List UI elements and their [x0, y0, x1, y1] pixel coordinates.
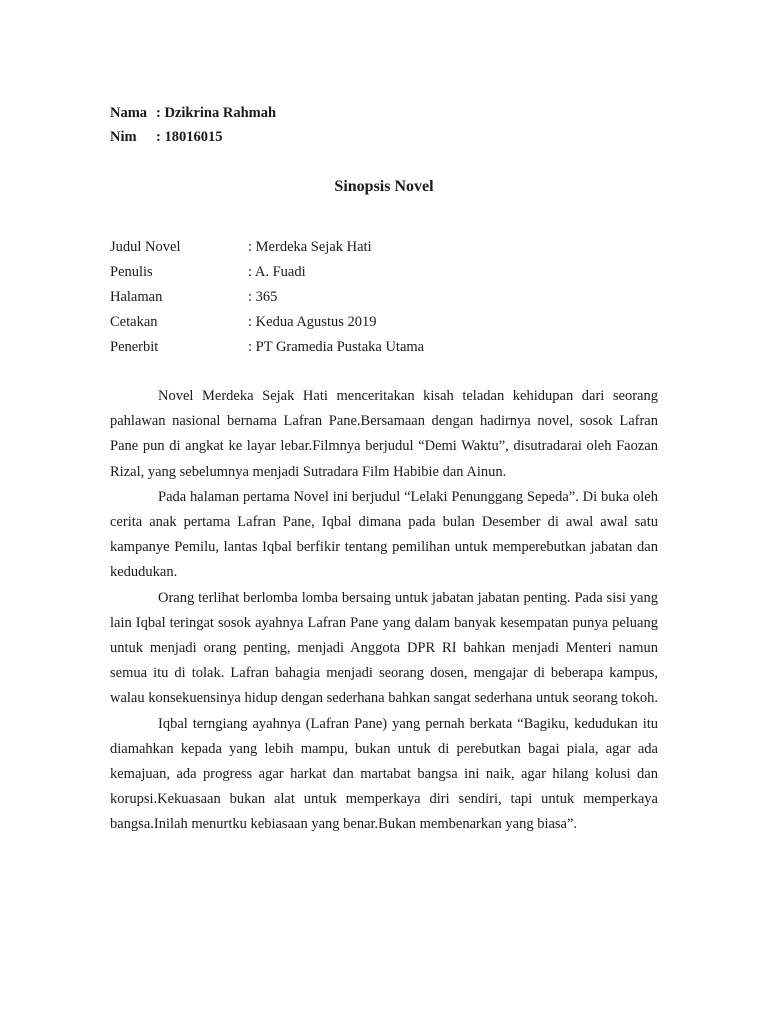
paragraph: Pada halaman pertama Novel ini berjudul “Lelaki Penunggang Sepeda”. Di buka oleh cerita anak pertama Lafran Pane, Iqbal dimana pada bulan Desember di awal awal satu kampanye Pemilu, lantas Iqbal berfikir tentang pemilihan untuk memperebutkan jabatan dan kedudukan.: [110, 488, 658, 581]
detail-label: Penulis: [110, 264, 153, 280]
detail-row-cetakan: [110, 310, 424, 335]
nim-label: Nim: [110, 129, 137, 145]
detail-label: Judul Novel: [110, 239, 181, 255]
detail-label: Halaman: [110, 289, 163, 305]
novel-details: [110, 235, 424, 360]
detail-row-penulis: [110, 260, 424, 285]
detail-row-halaman: [110, 285, 424, 310]
detail-label: Penerbit: [110, 339, 159, 355]
detail-value: : Merdeka Sejak Hati: [248, 235, 372, 260]
detail-row-judul: [110, 235, 424, 260]
student-identity: [110, 101, 276, 149]
name-row: [110, 101, 276, 125]
paragraph: Iqbal terngiang ayahnya (Lafran Pane) yang pernah berkata “Bagiku, kedudukan itu diamahkan kepada yang lebih mampu, bukan untuk di perebutkan bagai piala, agar ada kemajuan, ada progress agar harkat dan martabat bangsa ini naik, agar hilang kolusi dan korupsi.Kekuasaan bukan alat untuk memperkaya diri sendiri, tapi untuk memperkaya bangsa.Inilah menurtku kebiasaan yang benar.Bukan membenarkan yang biasa”.: [110, 715, 658, 833]
detail-row-penerbit: [110, 335, 424, 360]
detail-value: : PT Gramedia Pustaka Utama: [248, 335, 424, 360]
nim-value: : 18016015: [156, 129, 223, 145]
detail-value: : Kedua Agustus 2019: [248, 310, 377, 335]
detail-value: : 365: [248, 285, 277, 310]
name-value: : Dzikrina Rahmah: [156, 105, 277, 121]
detail-value: : A. Fuadi: [248, 260, 306, 285]
detail-label: Cetakan: [110, 314, 158, 330]
synopsis-body: [110, 384, 658, 838]
paragraph: Novel Merdeka Sejak Hati menceritakan kisah teladan kehidupan dari seorang pahlawan nasional bernama Lafran Pane.Bersamaan dengan hadirnya novel, sosok Lafran Pane pun di angkat ke layar lebar.Filmnya berjudul “Demi Waktu”, disutradarai oleh Faozan Rizal, yang sebelumnya menjadi Sutradara Film Habibie dan Ainun.: [110, 388, 658, 480]
name-label: Nama: [110, 105, 148, 121]
document-title: Sinopsis Novel: [334, 178, 434, 195]
nim-row: [110, 125, 276, 149]
paragraph: Orang terlihat berlomba lomba bersaing untuk jabatan jabatan penting. Pada sisi yang lain Iqbal teringat sosok ayahnya Lafran Pane yang dalam banyak kesempatan punya peluang untuk menjadi orang penting, menjadi Anggota DPR RI bahkan menjadi Menteri namun semua itu di tolak. Lafran bahagia menjadi seorang dosen, mengajar di beberapa kampus, walau konsekuensinya hidup dengan sederhana bahkan sangat sederhana untuk seorang tokoh.: [110, 589, 659, 707]
